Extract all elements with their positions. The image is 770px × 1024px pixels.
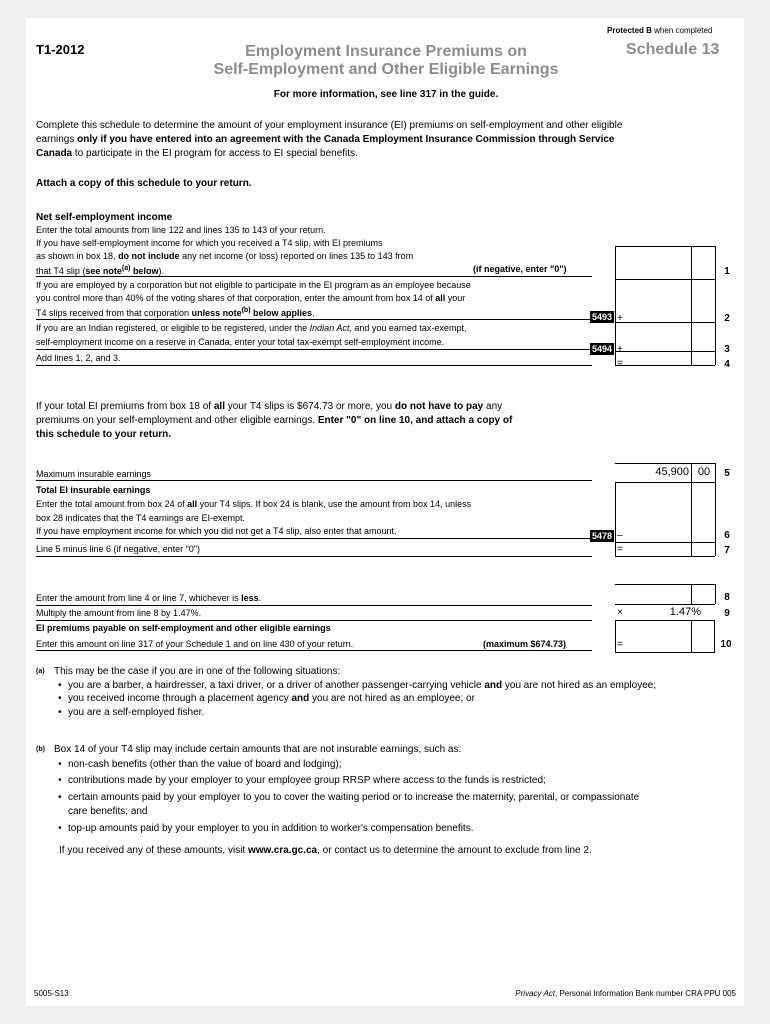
line1-negative-note: (if negative, enter "0") [473, 264, 567, 274]
line3-text-b: self-employment income on a reserve in Canada, enter your total tax-exempt self-employment income. [36, 337, 445, 347]
max-insurable-dollars: 45,900 [655, 466, 689, 478]
line7-text: Line 5 minus line 6 (if negative, enter "0") [36, 544, 200, 554]
line-number: 10 [720, 639, 732, 650]
schedule-label: Schedule 13 [626, 41, 720, 58]
line2-text-b: you control more than 40% of the voting shares of that corporation, enter the amount from box 14 of all your [36, 293, 466, 303]
more-info: For more information, see line 317 in the guide. [273, 89, 499, 100]
line6-amount-field[interactable] [626, 523, 691, 541]
line1-amount-field[interactable] [617, 258, 691, 276]
notice-line2: premiums on your self-employment and other eligible earnings. Enter "0" on line 10, and attach a copy of [36, 415, 513, 426]
field-code-5494: 5494 [592, 344, 613, 354]
line2-amount-field[interactable] [617, 302, 691, 320]
line2-text-c: T4 slips received from that corporation unless note$^{(b)}$ below applies. [36, 307, 315, 318]
line-number: 1 [724, 266, 730, 277]
line6-text-b: box 28 indicates that the T4 earnings are EI-exempt. [36, 513, 245, 523]
note-b-closing: If you received any of these amounts, visit www.cra.gc.ca, or contact us to determine the amount to exclude from line 2. [59, 845, 592, 856]
plus-sign: + [617, 313, 623, 324]
line-number: 8 [724, 592, 730, 603]
intro-line3: Canada to participate in the EI program for access to EI special benefits. [36, 148, 358, 159]
multiply-sign: × [617, 607, 623, 618]
form-id: T1-2012 [36, 42, 85, 57]
privacy-statement: Privacy Act, Personal Information Bank number CRA PPU 005 [515, 989, 736, 998]
max-insurable-cents: 00 [697, 466, 711, 478]
attach-instruction: Attach a copy of this schedule to your return. [36, 178, 252, 189]
line-number: 9 [724, 608, 730, 619]
form-code: 5005-S13 [34, 989, 69, 998]
line1-text-a: Enter the total amounts from line 122 and lines 135 to 143 of your return. [36, 225, 326, 235]
note-b-bullet-3-cont: care benefits; and [68, 806, 148, 817]
line1-text-b: If you have self-employment income for which you received a T4 slip, with EI premiums [36, 238, 383, 248]
equals-sign: = [617, 544, 623, 555]
line10-amount-box[interactable] [615, 620, 715, 653]
note-b-bullet-4: • top-up amounts paid by your employer to you in addition to worker's compensation benefits. [68, 822, 473, 835]
line6-text-a: Enter the total amount from box 24 of all your T4 slips. If box 24 is blank, use the amount from box 14, unless [36, 499, 472, 509]
line5-text: Maximum insurable earnings [36, 469, 152, 479]
net-self-employment-heading: Net self-employment income [36, 212, 173, 223]
field-code-5478: 5478 [592, 531, 613, 541]
notice-line1: If your total EI premiums from box 18 of all your T4 slips is $674.73 or more, you do not have to pay any [36, 401, 503, 412]
line3-text-a: If you are an Indian registered, or eligible to be registered, under the Indian Act, and you earned tax-exempt, [36, 323, 467, 333]
equals-sign: = [617, 639, 623, 650]
note-b-bullet-2: • contributions made by your employer to your employee group RRSP where access to the funds is restricted; [68, 774, 546, 787]
line9-text: Multiply the amount from line 8 by 1.47%. [36, 608, 202, 618]
line1-text-c: as shown in box 18, do not include any net income (or loss) reported on lines 135 to 143 from [36, 251, 414, 261]
intro-line1: Complete this schedule to determine the amount of your employment insurance (EI) premiums on self-employment and other eligible [36, 120, 623, 131]
note-b-marker: (b) [36, 746, 45, 753]
equals-sign: = [617, 358, 623, 369]
line8-amount-field[interactable] [617, 584, 689, 602]
protected-label: Protected B when completed [607, 26, 713, 35]
note-b-intro: Box 14 of your T4 slip may include certain amounts that are not insurable earnings, such as: [54, 744, 462, 755]
line7-amount-field[interactable] [626, 543, 691, 555]
line4-text: Add lines 1, 2, and 3. [36, 353, 121, 363]
line3-amount-field[interactable] [617, 334, 691, 350]
line-number: 6 [724, 530, 730, 541]
note-b-bullet-1: • non-cash benefits (other than the value of board and lodging); [68, 758, 342, 771]
field-code-5493: 5493 [592, 312, 613, 322]
line-number: 4 [724, 359, 730, 370]
ei-premiums-heading: EI premiums payable on self-employment and other eligible earnings [36, 623, 331, 633]
note-a-bullet-2: • you received income through a placement agency and you are not hired as an employee; or [68, 692, 475, 705]
line6-text-c: If you have employment income for which you did not get a T4 slip, also enter that amount. [36, 526, 397, 536]
line8-text: Enter the amount from line 4 or line 7, whichever is less. [36, 593, 262, 603]
minus-sign: – [617, 530, 623, 541]
note-b-bullet-3: • certain amounts paid by your employer to you to cover the waiting period or to increase the maternity, parental, or compassionate [68, 791, 639, 804]
form-title-line2: Self-Employment and Other Eligible Earnings [213, 61, 559, 78]
premium-rate: 1.47% [669, 606, 701, 618]
form-title-line1: Employment Insurance Premiums on [245, 43, 527, 60]
line1-text-d: that T4 slip (see note$^{(a)}$ below). [36, 265, 164, 276]
note-a-bullet-3: • you are a self-employed fisher. [68, 706, 204, 719]
note-a-bullet-1: • you are a barber, a hairdresser, a taxi driver, or a driver of another passenger-carrying vehicle and you are not hired as an employee; [68, 679, 656, 692]
line-number: 2 [724, 313, 730, 324]
line-number: 3 [724, 344, 730, 355]
form-page [26, 18, 744, 1006]
total-insurable-heading: Total EI insurable earnings [36, 485, 151, 495]
note-a-marker: (a) [36, 668, 45, 675]
line10-text: Enter this amount on line 317 of your Schedule 1 and on line 430 of your return. [36, 639, 354, 649]
note-a-intro: This may be the case if you are in one of the following situations: [54, 666, 341, 677]
plus-sign: + [617, 344, 623, 355]
notice-line3: this schedule to your return. [36, 429, 172, 440]
line2-text-a: If you are employed by a corporation but not eligible to participate in the EI program as an employee because [36, 280, 471, 290]
line-number: 7 [724, 545, 730, 556]
intro-line2: earnings only if you have entered into an agreement with the Canada Employment Insurance Commission through Service [36, 134, 615, 145]
line-number: 5 [724, 468, 730, 479]
line4-amount-field[interactable] [617, 352, 691, 364]
line10-maximum: (maximum $674.73) [483, 639, 567, 649]
